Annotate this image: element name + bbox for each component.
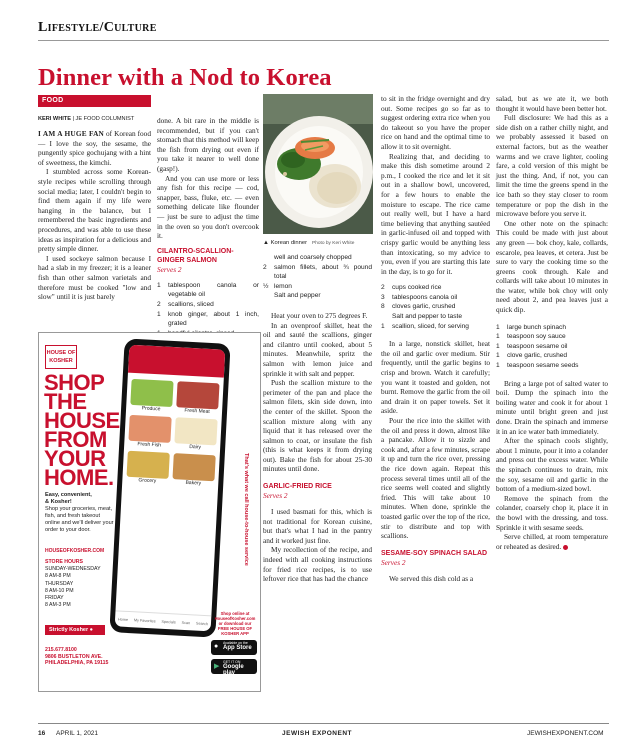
ad-headline <box>44 370 120 490</box>
ingredient-row <box>263 282 372 292</box>
ad-hours-line: 8 AM-3 PM <box>45 602 71 609</box>
ad-headline-line: HOUSE <box>44 408 120 433</box>
ingredient-qty: 3 <box>381 293 385 301</box>
ingredient-text: teaspoon sesame seeds <box>507 362 579 370</box>
ad-app-tile-label: Dairy <box>189 443 202 451</box>
ad-url[interactable]: HOUSEOFKOSHER.COM <box>45 548 105 554</box>
ad-tagline: That's what we call house-to-house service <box>243 453 249 566</box>
byline <box>38 116 134 122</box>
lead-paragraph <box>38 129 151 167</box>
ad-app-nav <box>115 610 212 631</box>
ingredient-qty: 1 <box>496 342 500 350</box>
ingredient-row <box>157 281 259 300</box>
byline-author: KERI WHITE <box>38 116 71 122</box>
ad-logo <box>45 345 77 369</box>
publication-name: JEWISH EXPONENT <box>282 730 352 737</box>
ingredient-qty: 1 <box>496 323 500 331</box>
recipe-serves: Serves 2 <box>157 264 182 274</box>
section-label: Lifestyle/Culture <box>38 20 157 35</box>
closing-text: Serve chilled, at room temperature or reheated as desired. <box>496 532 608 551</box>
ad-app-store-button[interactable] <box>211 640 257 655</box>
paragraph: Realizing that, and deciding to make this dish sometime around 2 p.m., I cooked the rice and let it sit out in a shallow bowl, uncovered, for a few hours to enable the moisture to escape. The rice came out really well, but I have a hard time believing that anything sautéed in garlic-infused oil and topped with crispy garlic would be anything less than intoxicating, so my advice to you, even if you are starting this late in the day, is to go for it. <box>381 151 490 276</box>
ad-headline-line: HOME. <box>44 465 114 490</box>
ad-address: PHILADELPHIA, PA 19115 <box>45 660 109 666</box>
ad-google-play-button[interactable] <box>211 659 257 674</box>
ad-phone: 215.677.8100 <box>45 647 77 653</box>
ingredient-row <box>157 310 259 329</box>
lead-text: of Korean food — I love the soy, the sesame, the pungently spice gochujang with a hint of sweetness, the kimchi. <box>38 129 151 167</box>
category-tag: FOOD <box>38 95 151 107</box>
paragraph: In a large, nonstick skillet, heat the oil and garlic over medium. Stir frequently, until the garlic begins to crisp and brown. Watch it carefully; you want it toasted and golden, not burnt. Remove the garlic from the oil and drain it on paper towels. Set it aside. <box>381 339 490 416</box>
ingredient-row <box>496 323 608 333</box>
ad-badge-text: Strictly Kosher <box>49 627 89 633</box>
ingredient-row <box>157 300 259 310</box>
ad-app-tile <box>128 415 172 449</box>
ad-app-nav-item: My Favorites <box>133 617 156 623</box>
ingredient-row <box>381 322 490 332</box>
ad-app-tile <box>174 417 218 451</box>
ingredient-text: cloves garlic, crushed <box>392 303 456 311</box>
ingredient-list <box>496 323 608 371</box>
ad-logo-top: HOUSE OF <box>46 350 76 356</box>
ad-headline-line: THE <box>44 389 87 414</box>
ingredient-text: tablespoons canola oil <box>392 293 458 301</box>
photo-caption <box>263 240 354 246</box>
paragraph: done. A bit rare in the middle is recommended, but if you can't stomach that this method will keep the fish from drying out even if you take it nearer to well done (gasp!). <box>157 116 259 173</box>
ingredient-text: teaspoon soy sauce <box>507 333 566 341</box>
ingredient-row <box>381 302 490 312</box>
ad-app-nav-item: Scan <box>181 620 191 625</box>
column-4 <box>381 94 490 583</box>
ingredient-row <box>381 283 490 293</box>
paragraph: Heat your oven to 275 degrees F. <box>271 310 368 320</box>
ingredient-qty <box>381 312 392 322</box>
article-headline: Dinner with a Nod to Korea <box>38 64 332 91</box>
ad-app-tile-label: Fresh Fish <box>137 441 162 449</box>
ingredient-text: well and coarsely chopped <box>274 254 352 261</box>
byline-role: | JE FOOD COLUMNIST <box>72 116 135 122</box>
ingredient-list <box>157 281 259 339</box>
ad-app-nav-item: Search <box>195 621 209 626</box>
ingredient-text: Salt and pepper to taste <box>392 313 463 321</box>
ingredient-list <box>381 283 490 331</box>
ingredient-list <box>263 253 372 301</box>
paragraph: Push the scallion mixture to the perimeter of the pan and place the salmon filets, skin side down, into the center of the skillet. Spoon the scallion mixture along with any liquid that it has released over the salmon to coat, or insulate the fish (this is what keeps it from drying out). Bake the fish for about 25-30 minutes until done. <box>263 378 372 474</box>
ingredient-text: tablespoon canola or vegetable oil <box>168 281 259 299</box>
paragraph: salad, but as we ate it, we both thought it would have been better hot. <box>496 94 608 113</box>
ad-app-nav-item: Specials <box>161 619 176 624</box>
ingredient-text: scallion, sliced, for serving <box>392 322 469 330</box>
end-mark-icon <box>563 545 568 550</box>
ad-phone-mockup <box>109 338 230 637</box>
recipe-serves: Serves 2 <box>263 491 288 501</box>
ad-hours-line: 8 AM-8 PM <box>45 573 71 580</box>
ad-sub2: & Kosher! <box>45 499 72 505</box>
ad-hours-line: 8 AM-10 PM <box>45 587 74 594</box>
page-number: 16 <box>38 730 46 737</box>
ingredient-row <box>263 263 372 282</box>
ingredient-text: teaspoon sesame oil <box>507 342 568 350</box>
ad-hours-line: SUNDAY-WEDNESDAY <box>45 566 101 573</box>
ad-hours-title: STORE HOURS <box>45 559 83 565</box>
ad-app-tile-label: Grocery <box>138 477 157 485</box>
paragraph: Bring a large pot of salted water to boil. Dump the spinach into the boiling water and cook it for about 1 minute until bright green and just done. Drain the spinach and immerse it in an ice water bath immediately. <box>496 378 608 436</box>
ingredient-text: salmon fillets, about ¾ pound total <box>274 263 372 281</box>
google-play-icon: ▶ <box>214 663 220 670</box>
ingredient-text: scallions, sliced <box>168 300 214 308</box>
ad-store-hours <box>45 559 111 609</box>
ingredient-qty: 1 <box>496 352 500 360</box>
ad-app-tile <box>130 379 174 413</box>
ingredient-qty: 1 <box>157 310 161 318</box>
ad-app-tile-label: Produce <box>141 405 161 413</box>
column-3 <box>263 253 372 584</box>
ingredient-row <box>496 361 608 371</box>
ad-body: Shop your groceries, meat, fish, and fresh takeout online and we'll deliver your order to your door. <box>45 506 114 533</box>
ingredient-text: lemon <box>274 282 292 290</box>
issue-date: APRIL 1, 2021 <box>56 730 99 737</box>
paragraph <box>496 532 608 551</box>
food-photo <box>263 94 373 234</box>
ingredient-qty: 1 <box>496 362 500 370</box>
ad-app-nav-item: Home <box>117 616 129 622</box>
ingredient-qty: ½ <box>263 282 269 290</box>
paragraph: Pour the rice into the skillet with the oil and press it down, almost like a pancake. Allow it to sizzle and cook and, after a few minutes, scrape it up and turn the rice over, pressing the rice down again. Repeat this process several times until all of the rice seems well coated and slightly fried. This will take about 10 minutes. When done, sprinkle the toasted garlic over the top of the rice, stir to distribute and top with scallions. <box>381 416 491 541</box>
ad-hours-line: FRIDAY <box>45 595 64 602</box>
ad-app-tile-label: Fresh Meat <box>184 407 210 415</box>
ad-shop-online: Shop online at HouseofKosher.com or download our FREE HOUSE OF KOSHER APP <box>214 611 256 636</box>
footer-rule <box>38 723 609 724</box>
ingredient-qty: 1 <box>381 322 385 330</box>
paragraph: In an ovenproof skillet, heat the oil and sauté the scallions, ginger and cilantro until cooked, about 5 minutes. Meanwhile, spritz the salmon with lemon juice and sprinkle it with salt and pepper. <box>263 320 372 378</box>
ad-google-play-label: Google play <box>223 664 244 676</box>
ad-address: 9806 BUSTLETON AVE. <box>45 653 103 660</box>
publication-site[interactable]: JEWISHEXPONENT.COM <box>527 730 604 737</box>
ad-app-store-small: Available on the <box>223 641 248 645</box>
paragraph: I used basmati for this, which is not traditional for Korean cuisine, but that's what I had in the pantry and it worked just fine. <box>263 507 372 545</box>
paragraph: And you can use more or less any fish for this recipe — cod, snapper, bass, fluke, etc. — even something delicate like flounder — just be sure to adjust the time in the oven so you don't overcook it. <box>157 173 259 241</box>
ad-app-tile-label: Bakery <box>185 479 202 487</box>
ad-kosher-badge: Strictly Kosher ● <box>45 625 105 635</box>
ingredient-text: clove garlic, crushed <box>507 352 568 360</box>
column-5 <box>496 94 608 551</box>
caption-triangle-icon: ▲ <box>263 240 269 246</box>
ingredient-text: knob ginger, about 1 inch, grated <box>168 310 259 328</box>
ad-phone-screen <box>115 345 226 632</box>
paragraph: to sit in the fridge overnight and dry out. Some recipes go so far as to suggest ordering extra rice when you do takeout so you have the proper rice on hand and the optimal time to allow it to sit overnight. <box>381 94 490 151</box>
ingredient-qty <box>263 291 274 301</box>
ad-app-tile <box>172 453 216 487</box>
ad-logo-bottom: KOSHER <box>49 358 73 364</box>
ingredient-row <box>381 293 490 303</box>
ingredient-row <box>496 351 608 361</box>
apple-icon: ● <box>214 643 219 650</box>
ingredient-row <box>496 342 608 352</box>
paragraph: Remove the spinach from the colander, coarsely chop it, place it in the bowl with the dressing, and toss. Sprinkle it with sesame seeds. <box>496 493 608 532</box>
ingredient-qty: 1 <box>157 281 161 289</box>
ad-app-store-label: App Store <box>223 645 252 651</box>
ingredient-qty: 2 <box>263 263 267 271</box>
recipe-title-rice: GARLIC-FRIED RICE <box>263 483 332 491</box>
paragraph: My recollection of the recipe, and indeed with all cooking instructions for fried rice recipes, is to use leftover rice that has had the chance <box>263 545 372 584</box>
paragraph: We served this dish cold as a <box>389 573 474 583</box>
ad-contact <box>45 647 108 667</box>
recipe-title-salmon: CILANTRO-SCALLION-GINGER SALMON <box>157 247 234 264</box>
ingredient-row <box>263 291 372 301</box>
ad-app-tile <box>126 451 170 485</box>
paragraph: I stumbled across some Korean-style recipes while scrolling through social media; later, I couldn't begin to find them again if my life were hanging in the balance, but I remembered the basic ingredients and procedures, and was able to use these ideas as inspiration for a delicious and pretty simple dinner. <box>38 167 151 254</box>
column-1 <box>38 129 151 302</box>
ad-copy <box>45 492 115 534</box>
ad-hours-line: THURSDAY <box>45 580 74 587</box>
caption-label: Korean dinner <box>270 240 307 246</box>
ingredient-row <box>381 312 490 322</box>
lead-in: I AM A HUGE FAN <box>38 129 105 138</box>
ad-headline-line: FROM <box>44 427 107 452</box>
house-of-kosher-ad[interactable] <box>38 332 261 692</box>
ad-google-play-small: GET IT ON <box>223 660 241 664</box>
food-photo-illustration <box>263 94 373 234</box>
ingredient-qty: 8 <box>381 303 385 311</box>
paragraph: I used sockeye salmon because I had a slab in my freezer; it is a leaner fish than other salmon varietals and therefore must be cooked "low and slow" until it is just barely <box>38 253 151 302</box>
ingredient-row <box>263 253 372 263</box>
ingredient-row <box>496 332 608 342</box>
ad-app-grid <box>122 373 224 494</box>
paragraph: One other note on the spinach: This could be made with just about any green — bok choy, kale, collards, escarole, pea leaves, et cetera. Just be sure to vary the cooking time so the greens cook through. Kale and collards will take about 10 minutes in the water, while bok choy will only need about 2, and pea leaves just a quick dip. <box>496 218 608 315</box>
ingredient-text: Salt and pepper <box>274 292 321 300</box>
ingredient-text: cups cooked rice <box>392 284 442 292</box>
ingredient-qty: 2 <box>381 284 385 292</box>
recipe-serves: Serves 2 <box>381 557 406 567</box>
paragraph: After the spinach cools slightly, about 1 minute, pour it into a colander and press out the excess water. While the spinach continues to drain, mix the soy, sesame oil and garlic in the bottom of a medium-sized bowl. <box>496 436 608 494</box>
paragraph: Full disclosure: We had this as a side dish on a rather chilly night, and we probably assessed it based on external factors, but as the weather warms and we crave lighter, cooling fare, a cold version of this might be just the thing. And, if not, you can limit the time the greens spend in the ice bath so they stay closer to room temperature or pop the dish in the microwave before you serve it. <box>496 113 608 219</box>
ingredient-qty: 2 <box>157 300 161 308</box>
ingredient-text: large bunch spinach <box>507 323 567 331</box>
ad-headline-line: SHOP <box>44 370 105 395</box>
section-divider <box>38 40 609 41</box>
caption-credit: Photo by Keri White <box>312 241 355 246</box>
column-2 <box>157 116 259 338</box>
ingredient-qty: 1 <box>496 333 500 341</box>
ingredient-qty <box>263 253 274 263</box>
ad-app-tile <box>176 381 220 415</box>
ad-sub1: Easy, convenient, <box>45 492 92 498</box>
recipe-title-spinach: SESAME-SOY SPINACH SALAD <box>381 549 488 557</box>
ad-headline-line: YOUR <box>44 446 106 471</box>
